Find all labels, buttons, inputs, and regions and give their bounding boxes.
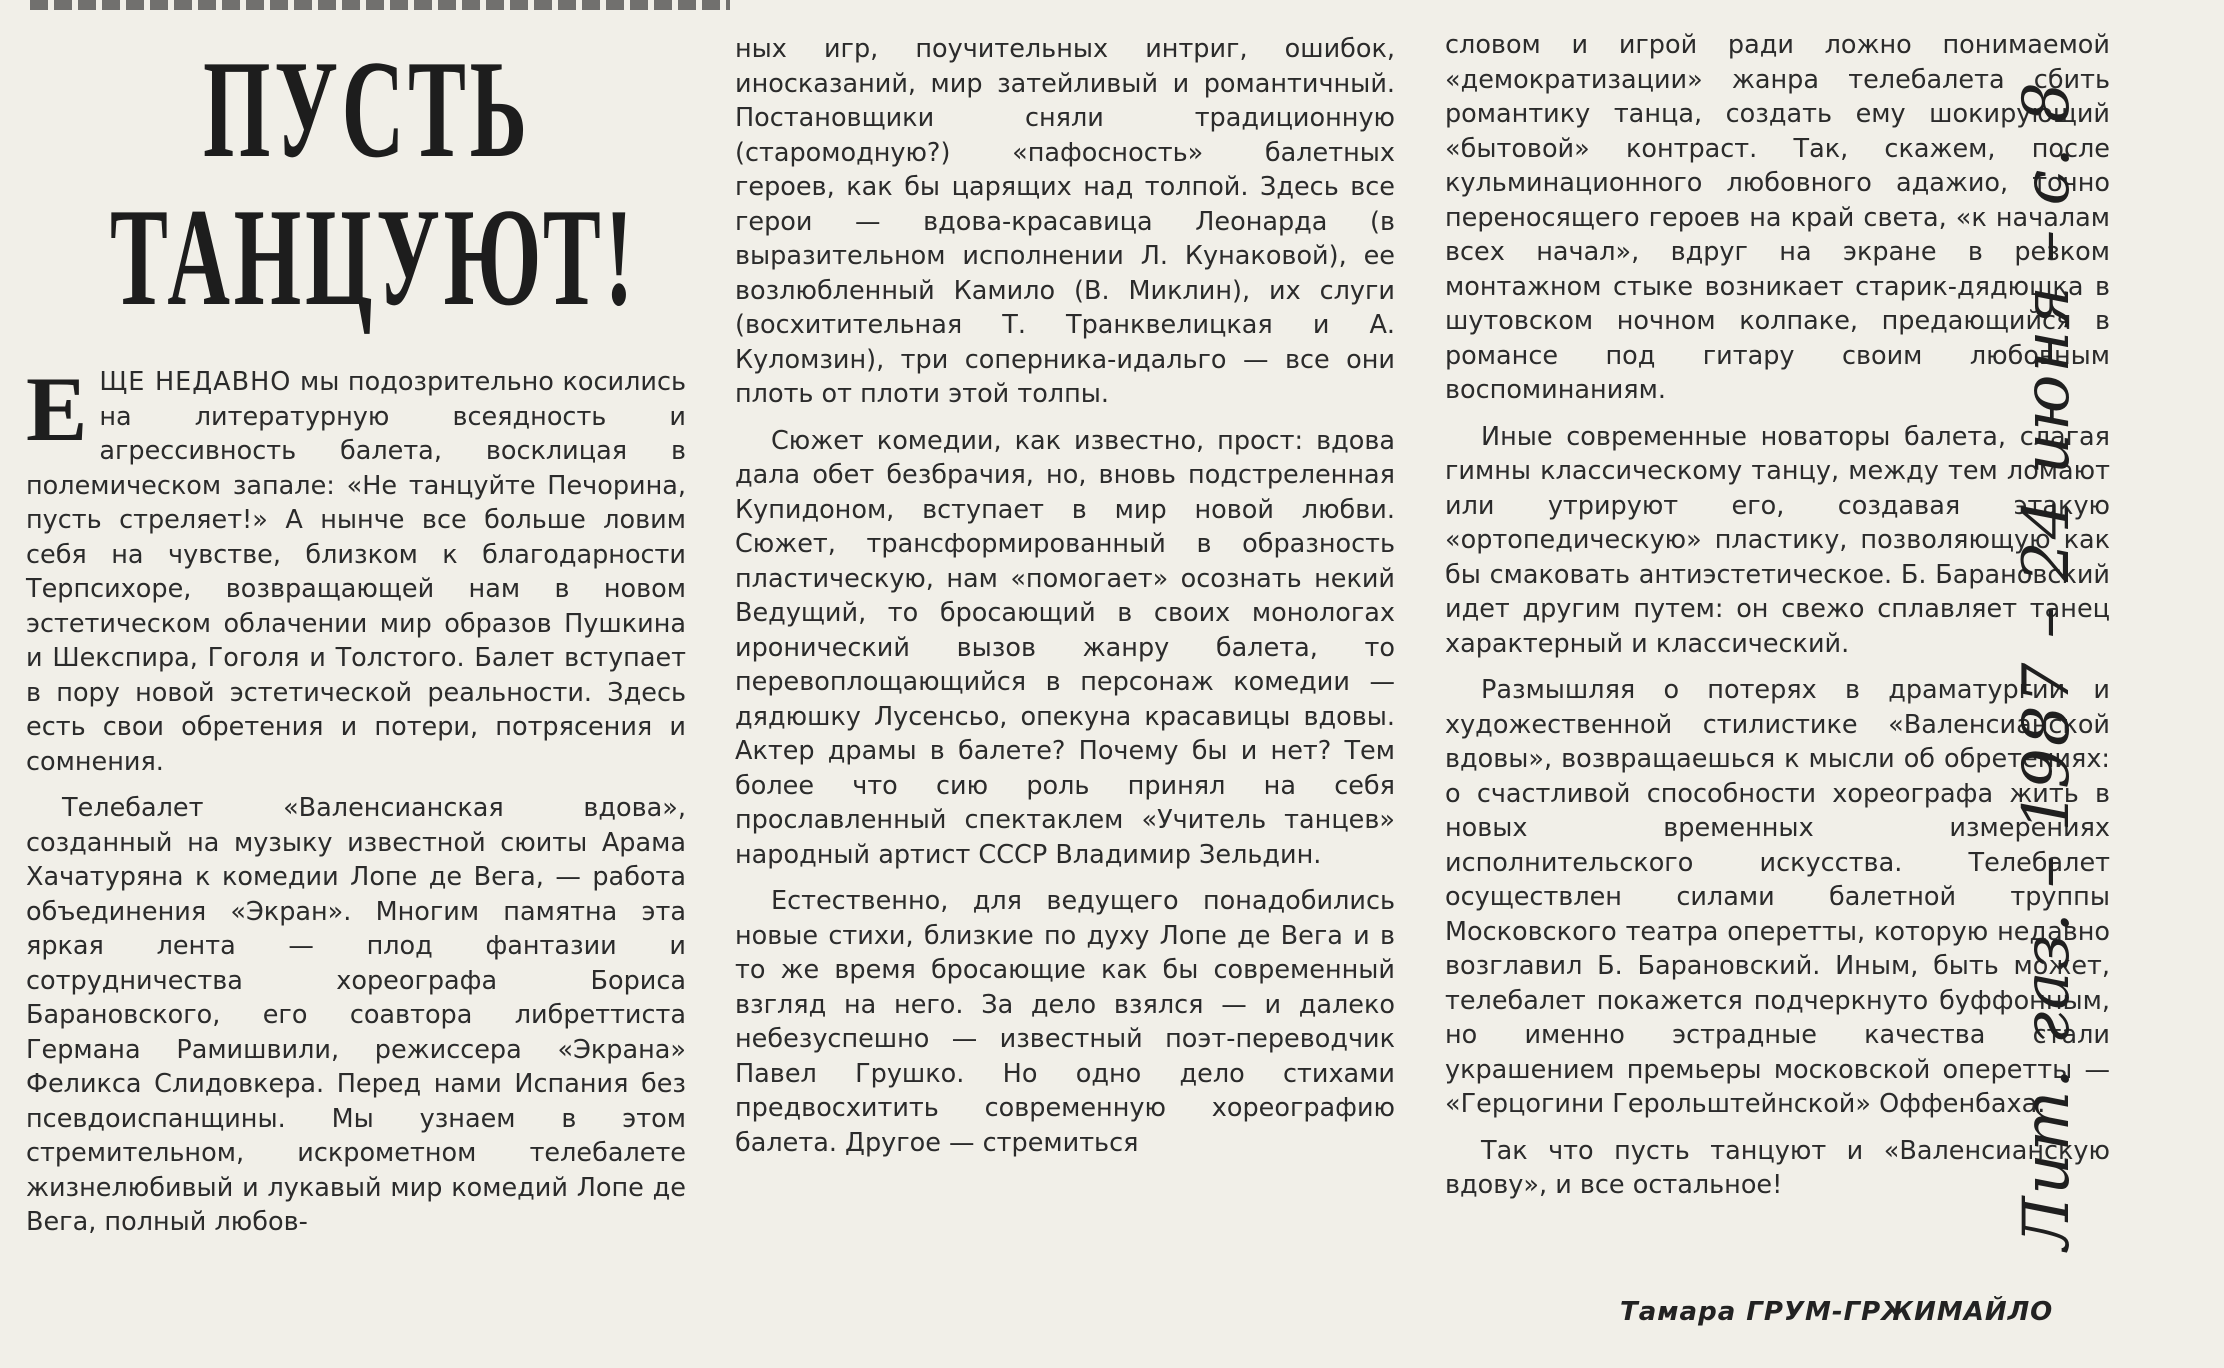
column1-paragraph-2: Телебалет «Валенсианская вдова», созданный на музыку известной сюиты Арама Хачатуряна к комедии Лопе де Вега, — работа объединения «Экран». Многим памятна эта яркая лента — плод фантазии и сотрудничества хореографа Бориса Барановского, его соавтора либреттиста Германа Рамишвили, режиссера «Экрана» Феликса Слидовкера. Перед нами Испания без псевдоиспанщины. Мы узнаем в этом стремительном, искрометном телебалете жизнелюбивый и лукавый мир комедий Лопе де Вега, полный любов- xyxy=(26,793,686,1237)
drop-cap: Е xyxy=(26,358,88,460)
handwritten-source-note: Лит. газ. – 1987 – 24 июня – с. 8 xyxy=(2010,80,2084,1250)
headline-line-2: ТАНЦУЮТ! xyxy=(110,180,638,335)
column1-paragraph-1-text: мы подозрительно косились на литературную всеядность и агрессивность балета, восклицая в полемическом запале: «Не танцуйте Печорина, пусть стреляет!» А нынче все больше ловим себя на чувстве, близком к благодарности Терпсихоре, возвращающей нам в новом эстетическом облачении мир образов Пушкина и Шекспира, Гоголя и Толстого. Балет вступает в пору новой эстетической реальности. Здесь есть свои обретения и потери, потрясения и сомнения. xyxy=(26,367,686,777)
column2-paragraph-2: Сюжет комедии, как известно, прост: вдова дала обет безбрачия, но, вновь подстреленная Купидоном, вступает в мир новой любви. Сюжет, трансформированный в образность пластическую, нам «помогает» осознать некий Ведущий, то бросающий в своих монологах иронический вызов жанру балета, то перевоплощающийся в персонаж комедии — дядюшку Лусенсьо, опекуна красавицы вдовы. Актер драмы в балете? Почему бы и нет? Тем более что сию роль принял на себя прославленный спектаклем «Учитель танцев» народный артист СССР Владимир Зельдин. xyxy=(735,425,1395,870)
torn-top-edge xyxy=(30,0,730,10)
headline xyxy=(110,32,638,335)
author-signature: Тамара ГРУМ-ГРЖИМАЙЛО xyxy=(1620,1297,2054,1327)
lead-caps: ЩЕ НЕДАВНО xyxy=(99,367,292,397)
column1-paragraph-1 xyxy=(26,358,686,779)
column2-paragraph-1: ных игр, поучительных интриг, ошибок, иносказаний, мир затейливый и романтичный. Постановщики сняли традиционную (старомодную?) «пафосность» балетных героев, как бы царящих над толпой. Здесь все герои — вдова-красавица Леонарда (в выразительном исполнении Л. Кунаковой), ее возлюбленный Камило (В. Миклин), их слуги (восхитительная Т. Транквелицкая и А. Куломзин), три соперника-идальго — все они плоть от плоти этой толпы. xyxy=(735,34,1395,409)
article-column-2 xyxy=(735,32,1395,1160)
column2-paragraph-3: Естественно, для ведущего понадобились новые стихи, близкие по духу Лопе де Вега и в то же время бросающие как бы современный взгляд на него. За дело взялся — и далеко небезуспешно — известный поэт-переводчик Павел Грушко. Но одно дело стихами предвосхитить современную хореографию балета. Другое — стремиться xyxy=(735,886,1395,1158)
article-column-1 xyxy=(26,358,686,1240)
column3-paragraph-1: словом и игрой ради ложно понимаемой «демократизации» жанра телебалета сбить романтику танца, создать ему шокирующий «бытовой» контраст. Так, скажем, после кульминационного любовного адажио, точно переносящего героев на край света, «к началам всех начал», вдруг на экране в резком монтажном стыке возникает старик-дядюшка в шутовском ночном колпаке, предающийся в романсе под гитару своим любовным воспоминаниям. xyxy=(1445,30,2110,405)
column3-paragraph-4: Так что пусть танцуют и «Валенсианскую вдову», и все остальное! xyxy=(1445,1135,2110,1200)
column3-paragraph-3: Размышляя о потерях в драматургии и художественной стилистике «Валенсианской вдовы», возвращаешься к мысли об обретениях: о счастливой способности хореографа жить в новых временных измерениях исполнительского искусства. Телебалет осуществлен силами балетной труппы Московского театра оперетты, которую недавно возглавил Б. Барановский. Иным, быть может, телебалет покажется подчеркнуто буффонным, но именно эстрадные качества стали украшением премьеры московской оперетты — «Герцогини Герольштейнской» Оффенбаха. xyxy=(1445,675,2110,1119)
headline-line-1: ПУСТЬ xyxy=(203,32,531,187)
column3-paragraph-2: Иные современные новаторы балета, слагая гимны классическому танцу, между тем ломают или утрируют его, создавая этакую «ортопедическую» пластику, позволяющую как бы смаковать антиэстетическое. Б. Барановский идет другим путем: он свежо сплавляет танец характерный и классический. xyxy=(1445,421,2110,659)
